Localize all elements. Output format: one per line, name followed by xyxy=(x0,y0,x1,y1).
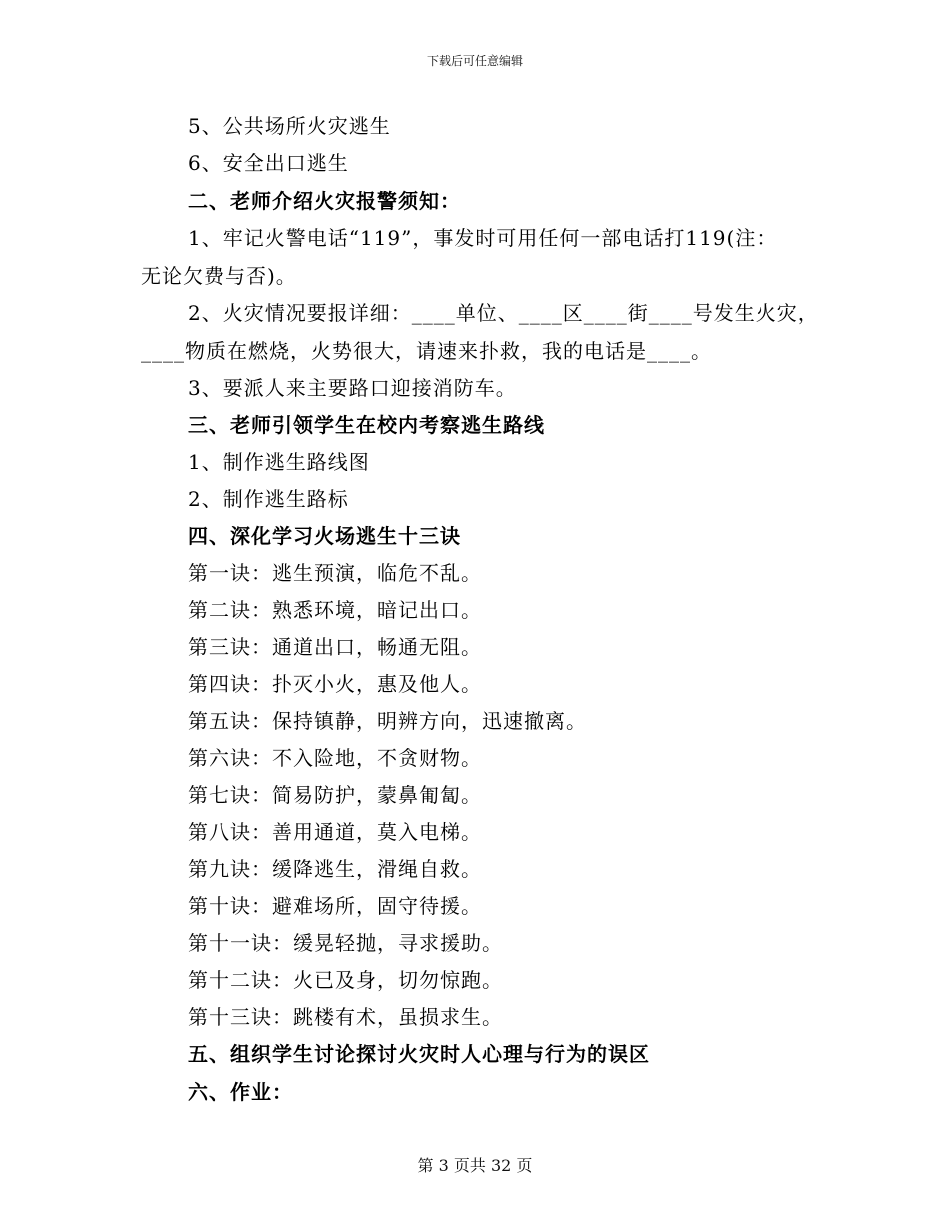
page-header: 下载后可任意编辑 xyxy=(426,54,523,68)
list-item: 第二诀：熟悉环境，暗记出口。 xyxy=(188,598,482,622)
paragraph-line: 1、牢记火警电话“119”，事发时可用任何一部电话打119(注： xyxy=(188,226,778,250)
paragraph-line: ____物质在燃烧，火势很大，请速来扑救，我的电话是____。 xyxy=(141,339,712,363)
section-heading: 五、组织学生讨论探讨火灾时人心理与行为的误区 xyxy=(188,1042,650,1066)
list-item: 第六诀：不入险地，不贪财物。 xyxy=(188,746,482,770)
list-item: 第五诀：保持镇静，明辨方向，迅速撤离。 xyxy=(188,709,587,733)
list-item: 第十二诀：火已及身，切勿惊跑。 xyxy=(188,968,503,992)
list-item: 2、制作逃生路标 xyxy=(188,487,349,511)
section-heading: 四、深化学习火场逃生十三诀 xyxy=(188,524,461,548)
list-item: 第四诀：扑灭小火，惠及他人。 xyxy=(188,672,482,696)
paragraph-line: 无论欠费与否)。 xyxy=(141,264,297,288)
list-item: 第十三诀：跳楼有术，虽损求生。 xyxy=(188,1005,503,1029)
section-heading: 二、老师介绍火灾报警须知： xyxy=(188,189,461,213)
list-item: 6、安全出口逃生 xyxy=(188,151,349,175)
list-item: 第八诀：善用通道，莫入电梯。 xyxy=(188,820,482,844)
list-item: 第三诀：通道出口，畅通无阻。 xyxy=(188,635,482,659)
list-item: 第十诀：避难场所，固守待援。 xyxy=(188,894,482,918)
list-item: 第九诀：缓降逃生，滑绳自救。 xyxy=(188,857,482,881)
list-item: 第十一诀：缓晃轻抛，寻求援助。 xyxy=(188,931,503,955)
list-item: 1、制作逃生路线图 xyxy=(188,450,370,474)
section-heading: 六、作业： xyxy=(188,1080,293,1104)
list-item: 3、要派人来主要路口迎接消防车。 xyxy=(188,376,517,400)
list-item: 5、公共场所火灾逃生 xyxy=(188,114,391,138)
section-heading: 三、老师引领学生在校内考察逃生路线 xyxy=(188,413,545,437)
list-item: 第一诀：逃生预演，临危不乱。 xyxy=(188,561,482,585)
list-item: 第七诀：简易防护，蒙鼻匍匐。 xyxy=(188,783,482,807)
paragraph-line: 2、火灾情况要报详细：____单位、____区____街____号发生火灾， xyxy=(188,301,819,325)
page-footer: 第 3 页共 32 页 xyxy=(417,1156,533,1175)
